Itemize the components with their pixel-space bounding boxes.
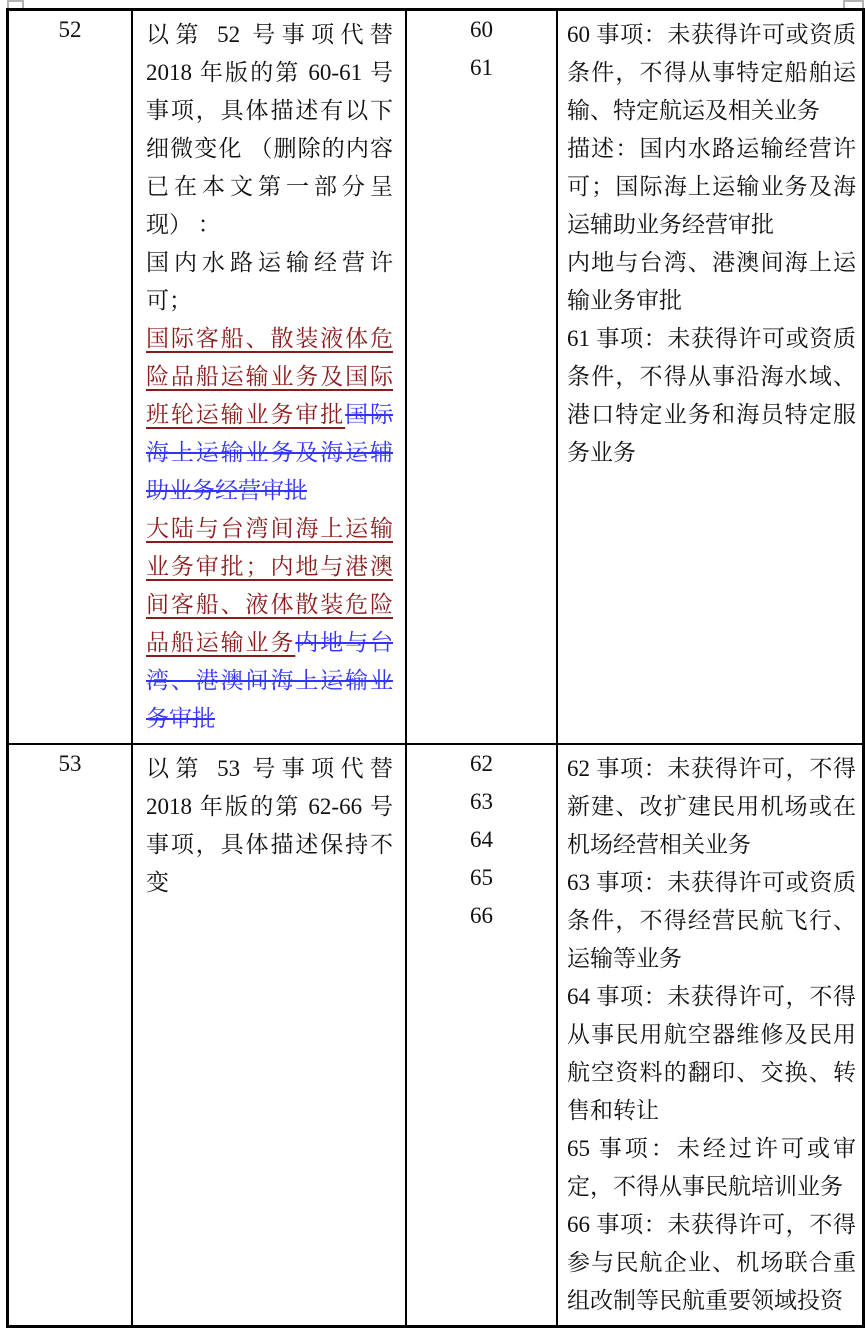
- item-number: 64: [470, 827, 493, 852]
- added-text-run: 国际客船、散装液体危险品船运输业务及国际班轮运输业务审批: [146, 326, 393, 427]
- detail-paragraph: [567, 1206, 856, 1320]
- change-summary-cell: [132, 744, 406, 1327]
- item-number: 63: [470, 789, 493, 814]
- row-number: 52: [58, 17, 82, 42]
- row-number: 53: [58, 751, 82, 776]
- summary-paragraph: [146, 320, 393, 510]
- text-run: 国内水路运输经营许可；: [146, 250, 393, 313]
- item-number: 60: [470, 17, 493, 42]
- text-run: 65 事项：未经过许可或审定，不得从事民航培训业务: [567, 1136, 856, 1199]
- change-summary-cell: [132, 10, 406, 745]
- detail-paragraph: [567, 750, 856, 864]
- removed-text-run: 国际海上运输业务及海运辅助业务经营审批: [146, 402, 394, 503]
- text-run: 描述：国内水路运输经营许可；国际海上运输业务及海运辅助业务经营审批: [567, 136, 856, 237]
- row-number-cell: [8, 744, 133, 1327]
- text-run: 60 事项：未获得许可或资质条件，不得从事特定船舶运输、特定航运及相关业务: [567, 22, 856, 123]
- row-number-cell: [8, 10, 133, 745]
- detail-paragraph: [567, 1130, 856, 1206]
- item-numbers-cell: [406, 10, 557, 745]
- text-run: 内地与台湾、港澳间海上运输业务审批: [567, 250, 856, 313]
- item-details-cell: [557, 744, 864, 1327]
- summary-paragraph: [146, 750, 393, 902]
- text-run: 66 事项：未获得许可，不得参与民航企业、机场联合重组改制等民航重要领域投资: [567, 1212, 856, 1313]
- summary-paragraph: [146, 244, 393, 320]
- removed-text-run: 内地与台湾、港澳间海上运输业务审批: [146, 630, 394, 731]
- item-number: 61: [470, 55, 493, 80]
- summary-paragraph: [146, 510, 393, 738]
- table-row: [8, 744, 864, 1327]
- text-run: 以第 52 号事项代替 2018 年版的第 60-61 号事项，具体描述有以下细微变化 （删除的内容已在本文第一部分呈现） ：: [146, 22, 393, 237]
- text-run: 62 事项：未获得许可，不得新建、改扩建民用机场或在机场经营相关业务: [567, 756, 856, 857]
- text-run: 63 事项：未获得许可或资质条件，不得经营民航飞行、运输等业务: [567, 870, 856, 971]
- detail-paragraph: [567, 320, 856, 472]
- summary-paragraph: [146, 16, 393, 244]
- text-run: 64 事项：未获得许可，不得从事民用航空器维修及民用航空资料的翻印、交换、转售和转让: [567, 984, 856, 1123]
- comparison-table-body: [8, 10, 864, 1327]
- item-number: 65: [470, 865, 493, 890]
- detail-paragraph: [567, 864, 856, 978]
- detail-paragraph: [567, 244, 856, 320]
- table-row: [8, 10, 864, 745]
- change-summary-content: [133, 745, 405, 907]
- text-run: 以第 53 号事项代替 2018 年版的第 62-66 号事项，具体描述保持不变: [146, 756, 393, 895]
- item-details-content: [558, 11, 862, 477]
- detail-paragraph: [567, 978, 856, 1130]
- item-details-cell: [557, 10, 864, 745]
- comparison-table: [6, 8, 865, 1328]
- added-text-run: 大陆与台湾间海上运输业务审批；内地与港澳间客船、液体散装危险品船运输业务: [146, 516, 393, 655]
- item-numbers-cell: [406, 744, 557, 1327]
- item-number: 62: [470, 751, 493, 776]
- item-number: 66: [470, 903, 493, 928]
- item-details-content: [558, 745, 862, 1325]
- text-run: 61 事项：未获得许可或资质条件，不得从事沿海水域、港口特定业务和海员特定服务业务: [567, 326, 856, 465]
- detail-paragraph: [567, 16, 856, 130]
- detail-paragraph: [567, 130, 856, 244]
- change-summary-content: [133, 11, 405, 743]
